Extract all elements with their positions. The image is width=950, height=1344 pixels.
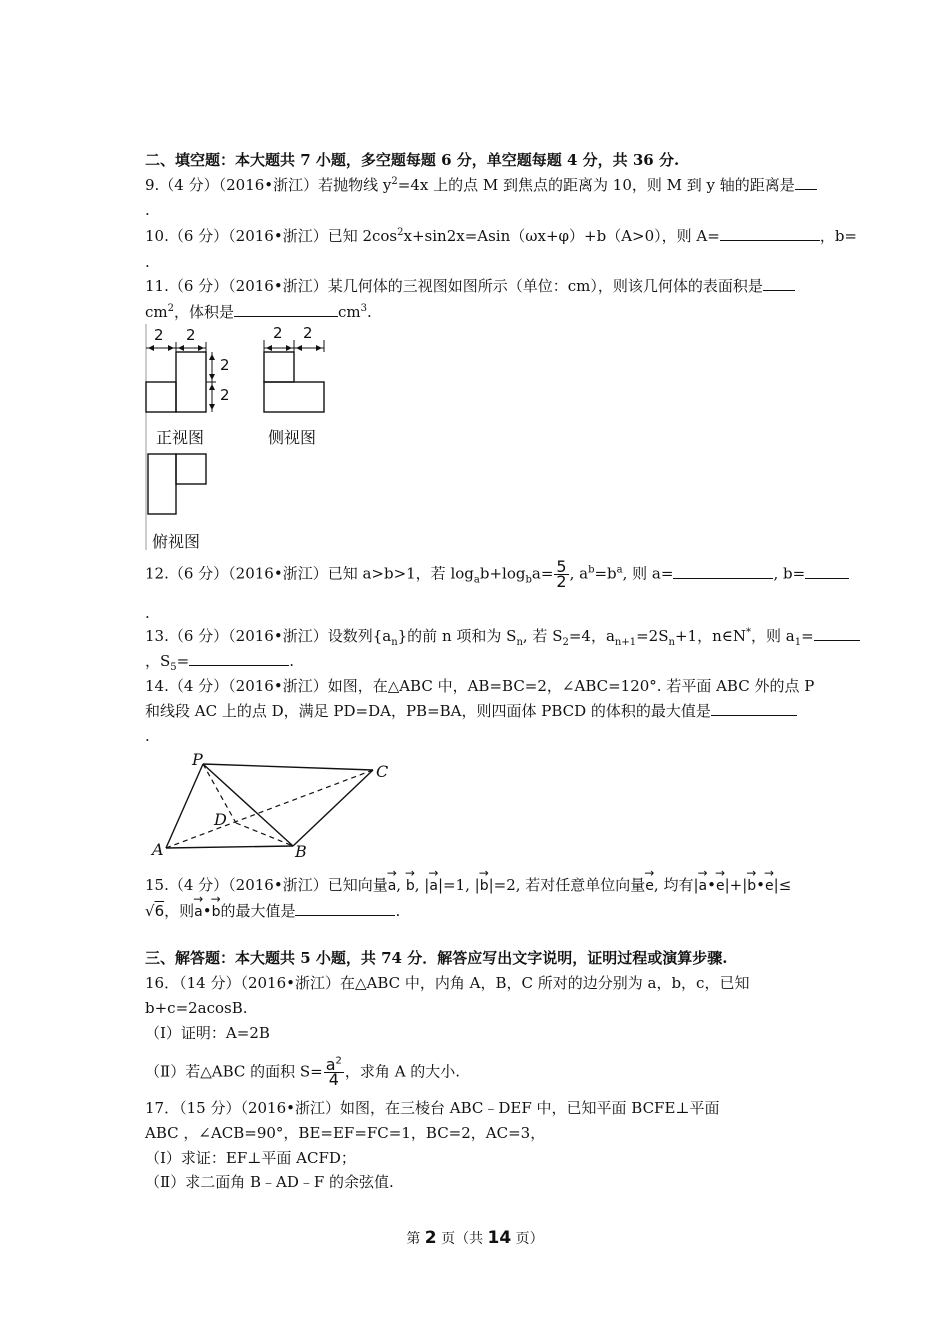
tetrahedron-figure — [148, 748, 398, 860]
question-17-line2: ABC ，∠ACB=90°，BE=EF=FC=1，BC=2，AC=3， — [145, 1124, 546, 1142]
point-c-label: C — [376, 762, 389, 781]
question-16-part2: （Ⅱ）若△ABC 的面积 S= $\frac{a^2}{4}$ ，求角 A 的大小. — [145, 1055, 461, 1089]
question-17-part1: （Ⅰ）求证：EF⊥平面 ACFD； — [145, 1149, 356, 1167]
point-a-label: A — [152, 840, 164, 859]
question-14-tail: . — [145, 727, 150, 745]
question-10: 10.（6 分）（2016•浙江）已知 $2\cos^2x+\sin 2x=Asin(\omega x+\varphi)+b(A>0)$，则 A= ，b= — [145, 227, 857, 245]
question-11-line2: $cm^2$，体积是 $cm^3$. — [145, 303, 372, 321]
front-view-label: 正视图 — [156, 428, 205, 447]
dim-label: 2 — [273, 324, 283, 342]
page-footer: 第 2 页（共 14 页） — [406, 1228, 544, 1248]
fraction-5-2: $\frac{5}{2}$ — [556, 557, 567, 591]
point-p-label: P — [192, 750, 203, 769]
question-9: 9.（4 分）（2016•浙江）若抛物线 $y^2=4x$ 上的点 M 到焦点的距离为 10，则 M 到 y 轴的距离是 — [145, 175, 817, 195]
question-17-part2: （Ⅱ）求二面角 B﹣AD﹣F 的余弦值. — [145, 1173, 394, 1191]
dim-label: 2 — [186, 326, 196, 344]
question-13: 13.（6 分）（2016•浙江）设数列$\{a_n\}$的前 n 项和为 $S_n$, 若 $S_2=4$，$a_{n+1}=2S_n+1$，n∈N*，则 $a_1=$ — [145, 626, 860, 646]
question-16-part1: （Ⅰ）证明：A=2B — [145, 1024, 270, 1042]
question-14-line2: 和线段 AC 上的点 D，满足 PD=DA，PB=BA，则四面体 PBCD 的体积的最大值是 — [145, 701, 797, 721]
point-b-label: B — [295, 842, 307, 861]
point-d-label: D — [214, 810, 227, 829]
top-view-label: 俯视图 — [152, 532, 201, 551]
dim-label: 2 — [154, 326, 164, 344]
question-11: 11.（6 分）（2016•浙江）某几何体的三视图如图所示（单位：cm），则该几何体的表面积是 — [145, 276, 795, 296]
question-14: 14.（4 分）（2016•浙江）如图，在△ABC 中，AB=BC=2，∠ABC=120°. 若平面 ABC 外的点 P — [145, 677, 815, 695]
question-16-line2: b+c=2acosB. — [145, 999, 248, 1017]
question-12: 12.（6 分）（2016•浙江）已知 a>b>1，若 $\log_ab+\log_ba=$ $\frac{5}{2}$ , $a^b=b^a$, 则 a= , b= — [145, 560, 849, 589]
section-2-heading: 二、填空题：本大题共 7 小题，多空题每题 6 分，单空题每题 4 分，共 36 分. — [145, 151, 680, 169]
dim-label: 2 — [303, 324, 313, 342]
side-view-label: 侧视图 — [268, 428, 317, 447]
question-12-tail: . — [145, 604, 150, 622]
question-15-line2: √6，则→ a•→ b的最大值是 . — [145, 898, 400, 922]
question-13-line2: ，$S_5=$ . — [145, 652, 295, 673]
question-16: 16．（14 分）（2016•浙江）在△ABC 中，内角 A，B，C 所对的边分别为 a，b，c，已知 — [145, 974, 750, 992]
section-3-heading: 三、解答题：本大题共 5 小题，共 74 分．解答应写出文字说明，证明过程或演算步骤. — [145, 949, 728, 967]
question-10-tail: . — [145, 253, 150, 271]
fraction-a2-4: $\frac{a^2}{4}$ — [325, 1055, 342, 1089]
dim-label: 2 — [220, 356, 230, 374]
dim-label: 2 — [220, 386, 230, 404]
question-17: 17．（15 分）（2016•浙江）如图，在三棱台 ABC﹣DEF 中，已知平面 BCFE⊥平面 — [145, 1099, 720, 1117]
question-15: 15.（4 分）（2016•浙江）已知向量→ a, → b, |→ a|=1, |→ b|=2, 若对任意单位向量→ e, 均有|→ a•→ e|+|→ b•→ e|≤ — [145, 872, 791, 896]
question-9-tail: . — [145, 201, 150, 219]
